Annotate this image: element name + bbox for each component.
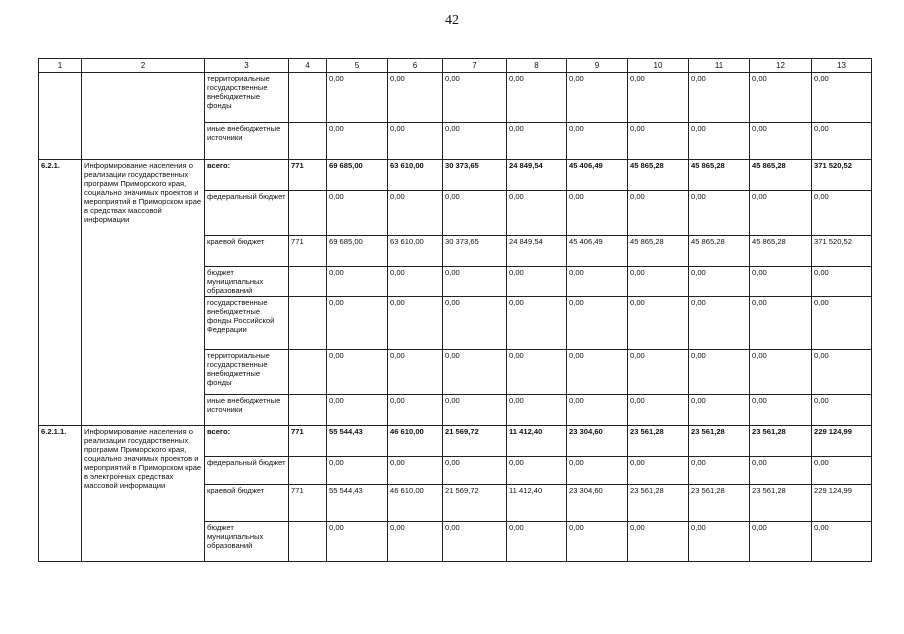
amount-cell: 0,00: [507, 350, 567, 395]
funding-source: бюджет муниципальных образований: [205, 267, 289, 297]
amount-cell: 0,00: [443, 522, 507, 562]
amount-cell: 45 865,28: [628, 236, 689, 267]
amount-cell: 0,00: [507, 457, 567, 485]
amount-cell: 0,00: [388, 457, 443, 485]
amount-cell: 0,00: [567, 123, 628, 160]
amount-cell: 0,00: [689, 350, 750, 395]
item-name: [82, 73, 205, 160]
amount-cell: 0,00: [327, 522, 388, 562]
amount-cell: 0,00: [388, 191, 443, 236]
budget-code: [289, 522, 327, 562]
amount-cell: 63 610,00: [388, 160, 443, 191]
funding-source: федеральный бюджет: [205, 457, 289, 485]
amount-cell: 0,00: [443, 395, 507, 426]
table-body: [39, 59, 872, 562]
amount-cell: 0,00: [750, 297, 812, 350]
amount-cell: 0,00: [750, 522, 812, 562]
amount-cell: 23 561,28: [750, 485, 812, 522]
funding-source: краевой бюджет: [205, 485, 289, 522]
column-header: 6: [388, 59, 443, 73]
budget-code: [289, 123, 327, 160]
amount-cell: 0,00: [812, 191, 872, 236]
amount-cell: 0,00: [507, 395, 567, 426]
amount-cell: 0,00: [689, 297, 750, 350]
column-header: 9: [567, 59, 628, 73]
amount-cell: 0,00: [443, 350, 507, 395]
amount-cell: 0,00: [750, 350, 812, 395]
amount-cell: 0,00: [507, 522, 567, 562]
amount-cell: 0,00: [628, 191, 689, 236]
amount-cell: 45 865,28: [628, 160, 689, 191]
amount-cell: 0,00: [750, 73, 812, 123]
amount-cell: 371 520,52: [812, 236, 872, 267]
column-header: 10: [628, 59, 689, 73]
amount-cell: 0,00: [443, 123, 507, 160]
amount-cell: 0,00: [443, 191, 507, 236]
amount-cell: 0,00: [628, 350, 689, 395]
amount-cell: 0,00: [567, 395, 628, 426]
budget-code: 771: [289, 485, 327, 522]
column-header: 7: [443, 59, 507, 73]
amount-cell: 55 544,43: [327, 485, 388, 522]
amount-cell: 0,00: [507, 123, 567, 160]
table-row: [39, 73, 872, 123]
amount-cell: 69 685,00: [327, 160, 388, 191]
item-code: 6.2.1.1.: [39, 426, 82, 562]
amount-cell: 0,00: [812, 457, 872, 485]
budget-table: [38, 58, 872, 562]
amount-cell: 0,00: [628, 123, 689, 160]
budget-code: [289, 457, 327, 485]
amount-cell: 0,00: [689, 457, 750, 485]
amount-cell: 0,00: [507, 267, 567, 297]
amount-cell: 24 849,54: [507, 160, 567, 191]
amount-cell: 0,00: [812, 297, 872, 350]
amount-cell: 0,00: [567, 350, 628, 395]
column-header: 12: [750, 59, 812, 73]
page-number: 42: [445, 13, 459, 28]
amount-cell: 0,00: [327, 267, 388, 297]
amount-cell: 0,00: [812, 123, 872, 160]
header-row: [39, 59, 872, 73]
amount-cell: 24 849,54: [507, 236, 567, 267]
amount-cell: 0,00: [689, 123, 750, 160]
column-header: 11: [689, 59, 750, 73]
budget-code: [289, 191, 327, 236]
amount-cell: 45 406,49: [567, 236, 628, 267]
funding-source: территориальные государственные внебюджетные фонды: [205, 350, 289, 395]
amount-cell: 0,00: [689, 267, 750, 297]
amount-cell: 0,00: [689, 395, 750, 426]
amount-cell: 0,00: [628, 395, 689, 426]
amount-cell: 69 685,00: [327, 236, 388, 267]
amount-cell: 0,00: [567, 522, 628, 562]
table-row: [39, 160, 872, 191]
amount-cell: 0,00: [567, 457, 628, 485]
amount-cell: 23 561,28: [750, 426, 812, 457]
amount-cell: 0,00: [812, 267, 872, 297]
amount-cell: 23 561,28: [689, 485, 750, 522]
amount-cell: 0,00: [750, 267, 812, 297]
budget-code: [289, 350, 327, 395]
budget-code: 771: [289, 160, 327, 191]
column-header: 3: [205, 59, 289, 73]
table-row: [39, 426, 872, 457]
amount-cell: 0,00: [812, 73, 872, 123]
funding-source: территориальные государственные внебюджетные фонды: [205, 73, 289, 123]
amount-cell: 0,00: [507, 297, 567, 350]
budget-code: [289, 395, 327, 426]
item-name: Информирование населения о реализации государственных программ Приморского края, социально значимых проектов и мероприятий в Приморском крае в электронных средствах массовой информации: [82, 426, 205, 562]
amount-cell: 0,00: [388, 123, 443, 160]
amount-cell: 0,00: [812, 395, 872, 426]
amount-cell: 0,00: [812, 522, 872, 562]
amount-cell: 11 412,40: [507, 426, 567, 457]
amount-cell: 46 610,00: [388, 485, 443, 522]
column-header: 1: [39, 59, 82, 73]
budget-code: 771: [289, 426, 327, 457]
amount-cell: 0,00: [388, 395, 443, 426]
amount-cell: 0,00: [567, 297, 628, 350]
amount-cell: 45 865,28: [750, 160, 812, 191]
amount-cell: 0,00: [327, 395, 388, 426]
amount-cell: 0,00: [689, 73, 750, 123]
column-header: 5: [327, 59, 388, 73]
amount-cell: 0,00: [443, 73, 507, 123]
amount-cell: 55 544,43: [327, 426, 388, 457]
funding-source: краевой бюджет: [205, 236, 289, 267]
amount-cell: 0,00: [443, 297, 507, 350]
amount-cell: 0,00: [507, 73, 567, 123]
amount-cell: 229 124,99: [812, 426, 872, 457]
item-name: Информирование населения о реализации государственных программ Приморского края, социально значимых проектов и мероприятий в Приморском крае в средствах массовой информации: [82, 160, 205, 426]
amount-cell: 0,00: [443, 267, 507, 297]
funding-source: всего:: [205, 160, 289, 191]
amount-cell: 0,00: [388, 297, 443, 350]
amount-cell: 0,00: [327, 123, 388, 160]
amount-cell: 0,00: [689, 191, 750, 236]
amount-cell: 11 412,40: [507, 485, 567, 522]
amount-cell: 63 610,00: [388, 236, 443, 267]
amount-cell: 23 561,28: [628, 426, 689, 457]
budget-code: [289, 267, 327, 297]
amount-cell: 23 304,60: [567, 426, 628, 457]
amount-cell: 30 373,65: [443, 236, 507, 267]
funding-source: государственные внебюджетные фонды Российской Федерации: [205, 297, 289, 350]
amount-cell: 0,00: [628, 73, 689, 123]
amount-cell: 0,00: [689, 522, 750, 562]
amount-cell: 0,00: [327, 457, 388, 485]
amount-cell: 30 373,65: [443, 160, 507, 191]
amount-cell: 45 865,28: [750, 236, 812, 267]
column-header: 13: [812, 59, 872, 73]
column-header: 4: [289, 59, 327, 73]
funding-source: иные внебюджетные источники: [205, 123, 289, 160]
amount-cell: 0,00: [388, 73, 443, 123]
column-header: 2: [82, 59, 205, 73]
amount-cell: 0,00: [628, 522, 689, 562]
amount-cell: 0,00: [567, 267, 628, 297]
amount-cell: 0,00: [567, 73, 628, 123]
amount-cell: 0,00: [750, 123, 812, 160]
amount-cell: 45 865,28: [689, 236, 750, 267]
amount-cell: 0,00: [507, 191, 567, 236]
budget-code: 771: [289, 236, 327, 267]
amount-cell: 371 520,52: [812, 160, 872, 191]
amount-cell: 21 569,72: [443, 426, 507, 457]
amount-cell: 0,00: [812, 350, 872, 395]
amount-cell: 0,00: [628, 457, 689, 485]
funding-source: иные внебюджетные источники: [205, 395, 289, 426]
amount-cell: 0,00: [388, 350, 443, 395]
amount-cell: 0,00: [327, 350, 388, 395]
budget-code: [289, 297, 327, 350]
amount-cell: 0,00: [327, 297, 388, 350]
funding-source: всего:: [205, 426, 289, 457]
column-header: 8: [507, 59, 567, 73]
amount-cell: 0,00: [388, 267, 443, 297]
amount-cell: 46 610,00: [388, 426, 443, 457]
amount-cell: 0,00: [388, 522, 443, 562]
item-code: 6.2.1.: [39, 160, 82, 426]
budget-code: [289, 73, 327, 123]
funding-source: бюджет муниципальных образований: [205, 522, 289, 562]
amount-cell: 23 561,28: [628, 485, 689, 522]
amount-cell: 0,00: [750, 191, 812, 236]
amount-cell: 0,00: [327, 73, 388, 123]
amount-cell: 0,00: [443, 457, 507, 485]
amount-cell: 45 406,49: [567, 160, 628, 191]
amount-cell: 23 561,28: [689, 426, 750, 457]
item-code: [39, 73, 82, 160]
amount-cell: 0,00: [628, 297, 689, 350]
amount-cell: 229 124,99: [812, 485, 872, 522]
amount-cell: 23 304,60: [567, 485, 628, 522]
amount-cell: 0,00: [750, 395, 812, 426]
amount-cell: 45 865,28: [689, 160, 750, 191]
funding-source: федеральный бюджет: [205, 191, 289, 236]
amount-cell: 21 569,72: [443, 485, 507, 522]
amount-cell: 0,00: [628, 267, 689, 297]
amount-cell: 0,00: [327, 191, 388, 236]
amount-cell: 0,00: [567, 191, 628, 236]
amount-cell: 0,00: [750, 457, 812, 485]
